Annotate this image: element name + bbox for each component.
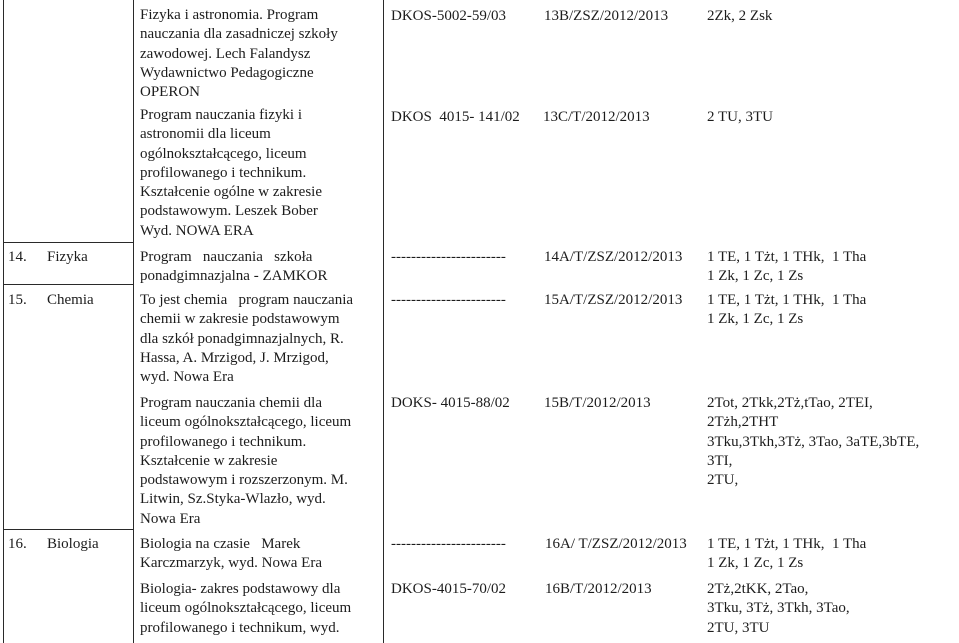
row-divider-15 — [3, 284, 134, 285]
approval-number: ----------------------- — [391, 536, 506, 552]
program-line: Biologia- zakres podstawowy dla — [140, 581, 341, 597]
row-number: 16. — [8, 536, 27, 552]
approval-number: DKOS-4015-70/02 — [391, 581, 506, 597]
class-line: 1 TE, 1 Tżt, 1 THk, 1 Tha — [707, 536, 867, 552]
program-line: OPERON — [140, 84, 201, 101]
approval-number: DKOS 4015- 141/02 — [391, 109, 520, 125]
table-border-left — [3, 0, 4, 643]
class-line: 2Tot, 2Tkk,2Tż,tTao, 2TEI, — [707, 395, 873, 411]
program-line: Wyd. NOWA ERA — [140, 222, 254, 239]
class-list: 2 TU, 3TU — [707, 109, 773, 125]
approval-number: DKOS-5002-59/03 — [391, 8, 506, 24]
program-line: Wydawnictwo Pedagogiczne — [140, 64, 314, 81]
class-list — [707, 580, 850, 638]
class-line: 1 TE, 1 Tżt, 1 THk, 1 Tha — [707, 292, 867, 308]
column-divider-subject — [133, 0, 134, 643]
class-list — [707, 535, 866, 574]
class-list: 2Zk, 2 Zsk — [707, 8, 773, 24]
class-line: 1 Zk, 1 Zc, 1 Zs — [707, 311, 804, 328]
subject-name: Fizyka — [47, 249, 88, 265]
program-cell — [140, 106, 322, 241]
program-line: Litwin, Sz.Styka-Wlazło, wyd. — [140, 491, 326, 508]
class-list — [707, 394, 919, 490]
class-line: 3TI, — [707, 452, 733, 469]
approval-number: DOKS- 4015-88/02 — [391, 395, 510, 411]
class-line: 2Tż,2tKK, 2Tao, — [707, 581, 809, 597]
subject-name: Chemia — [47, 292, 94, 308]
program-cell — [140, 535, 322, 574]
row-number: 14. — [8, 249, 27, 265]
program-line: podstawowym i rozszerzonym. M. — [140, 472, 348, 489]
program-code: 13C/T/2012/2013 — [543, 109, 650, 125]
program-line: wyd. Nowa Era — [140, 369, 234, 386]
program-line: Fizyka i astronomia. Program — [140, 7, 319, 23]
subject-name: Biologia — [47, 536, 99, 552]
class-list — [707, 291, 866, 330]
row-number: 15. — [8, 292, 27, 308]
program-line: ponadgimnazjalna - ZAMKOR — [140, 268, 328, 285]
program-line: Kształcenie w zakresie — [140, 452, 278, 469]
program-line: Program nauczania fizyki i — [140, 107, 303, 123]
class-line: 2TU, 3TU — [707, 619, 770, 636]
program-line: liceum ogólnokształcącego, liceum — [140, 414, 352, 431]
class-list — [707, 248, 866, 287]
class-line: 3Tku,3Tkh,3Tż, 3Tao, 3aTE,3bTE, — [707, 433, 920, 450]
approval-number: ----------------------- — [391, 249, 506, 265]
class-line: 1 TE, 1 Tżt, 1 THk, 1 Tha — [707, 249, 867, 265]
program-cell — [140, 6, 338, 102]
program-cell — [140, 580, 351, 638]
row-divider-16 — [3, 529, 134, 530]
program-line: Biologia na czasie Marek — [140, 536, 301, 552]
program-line: Nowa Era — [140, 510, 201, 527]
program-code: 15B/T/2012/2013 — [544, 395, 651, 411]
class-line: 1 Zk, 1 Zc, 1 Zs — [707, 268, 804, 285]
class-line: 2TU, — [707, 472, 739, 489]
column-divider-program — [383, 0, 384, 643]
program-line: nauczania dla zasadniczej szkoły — [140, 26, 338, 43]
program-line: Program nauczania szkoła — [140, 249, 313, 265]
program-cell — [140, 394, 351, 529]
program-line: profilowanego i technikum, wyd. — [140, 619, 340, 636]
program-code: 15A/T/ZSZ/2012/2013 — [544, 292, 683, 308]
program-line: podstawowym. Leszek Bober — [140, 203, 318, 220]
program-line: profilowanego i technikum. — [140, 433, 307, 450]
program-line: ogólnokształcącego, liceum — [140, 145, 307, 162]
program-code: 16A/ T/ZSZ/2012/2013 — [545, 536, 687, 552]
program-line: To jest chemia program nauczania — [140, 292, 354, 308]
program-line: zawodowej. Lech Falandysz — [140, 45, 311, 62]
program-line: dla szkół ponadgimnazjalnych, R. — [140, 330, 344, 347]
program-code: 14A/T/ZSZ/2012/2013 — [544, 249, 683, 265]
program-cell — [140, 291, 353, 387]
program-code: 16B/T/2012/2013 — [545, 581, 652, 597]
program-line: Kształcenie ogólne w zakresie — [140, 184, 322, 201]
program-line: profilowanego i technikum. — [140, 164, 307, 181]
program-line: Program nauczania chemii dla — [140, 395, 323, 411]
program-line: liceum ogólnokształcącego, liceum — [140, 600, 352, 617]
row-divider-14 — [3, 242, 134, 243]
program-line: chemii w zakresie podstawowym — [140, 311, 340, 328]
class-line: 2Tżh,2THT — [707, 414, 779, 431]
program-line: astronomii dla liceum — [140, 126, 271, 143]
program-line: Karczmarzyk, wyd. Nowa Era — [140, 555, 322, 572]
class-line: 1 Zk, 1 Zc, 1 Zs — [707, 555, 804, 572]
class-line: 3Tku, 3Tż, 3Tkh, 3Tao, — [707, 600, 850, 617]
program-line: Hassa, A. Mrzigod, J. Mrzigod, — [140, 349, 329, 366]
program-cell — [140, 248, 327, 287]
approval-number: ----------------------- — [391, 292, 506, 308]
program-code: 13B/ZSZ/2012/2013 — [544, 8, 669, 24]
